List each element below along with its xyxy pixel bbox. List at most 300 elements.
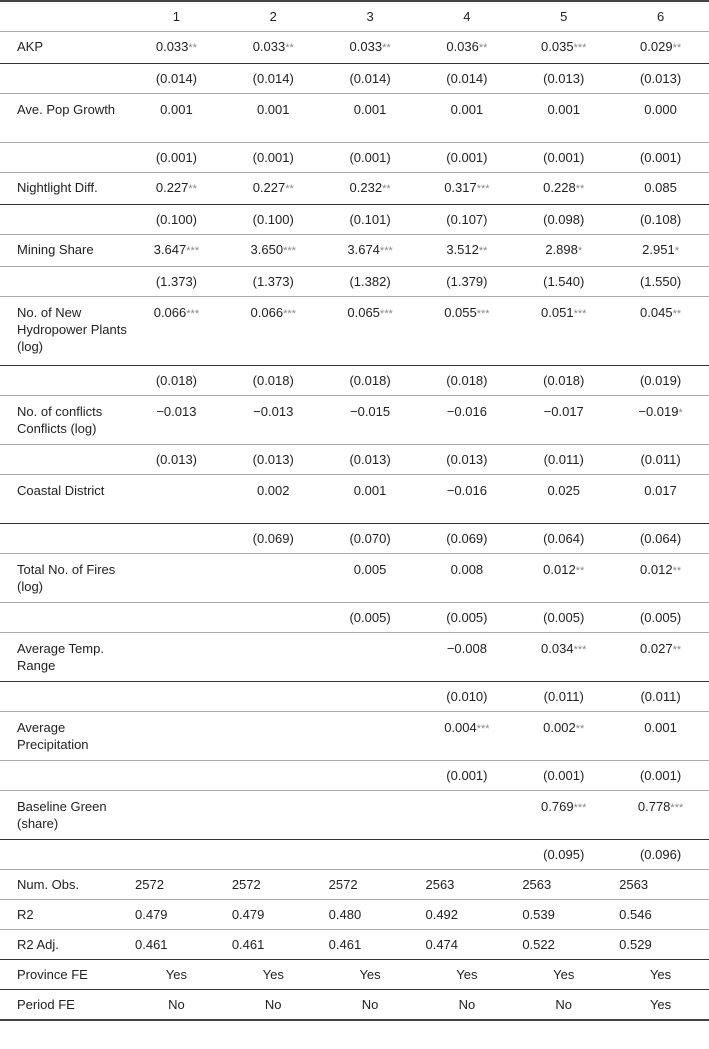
significance-stars: ** — [575, 183, 585, 195]
coefficient-cell — [322, 32, 419, 64]
coefficient-cell — [225, 475, 322, 524]
coefficient-cell — [128, 712, 225, 761]
stat-value: 0.480 — [322, 900, 419, 930]
standard-error-cell: (0.001) — [612, 761, 709, 791]
coefficient-value: 0.066 — [250, 305, 284, 320]
standard-error-cell: (0.001) — [418, 761, 515, 791]
standard-error-row — [0, 366, 709, 396]
coefficient-row — [0, 297, 709, 366]
coefficient-cell — [515, 396, 612, 445]
fe-value: Yes — [612, 990, 709, 1021]
fe-value: Yes — [418, 960, 515, 990]
standard-error-cell — [225, 761, 322, 791]
fe-value: No — [515, 990, 612, 1021]
significance-stars: ** — [285, 183, 294, 195]
standard-error-cell: (0.014) — [418, 64, 515, 94]
significance-stars: *** — [476, 308, 490, 320]
stat-value: 2572 — [322, 870, 419, 900]
coefficient-value: 3.650 — [250, 242, 284, 257]
coefficient-value: 0.227 — [252, 180, 286, 195]
stat-row — [0, 870, 709, 900]
coefficient-row — [0, 396, 709, 445]
coefficient-cell — [612, 791, 709, 840]
fe-value: No — [322, 990, 419, 1021]
stat-value: 2563 — [418, 870, 515, 900]
coefficient-cell — [612, 554, 709, 603]
variable-label: Average Precipitation — [0, 712, 128, 761]
standard-error-cell: (0.100) — [128, 205, 225, 235]
coefficient-cell — [128, 633, 225, 682]
coefficient-value: −0.016 — [446, 404, 487, 419]
standard-error-cell: (0.018) — [225, 366, 322, 396]
coefficient-value: −0.019 — [638, 404, 679, 419]
standard-error-cell: (1.373) — [225, 267, 322, 297]
coefficient-cell — [322, 396, 419, 445]
fixed-effect-row — [0, 960, 709, 990]
standard-error-row — [0, 682, 709, 712]
coefficient-value: 0.035 — [541, 39, 574, 54]
coefficient-value: 3.512 — [446, 242, 479, 257]
stat-value: 0.529 — [612, 930, 709, 960]
fe-value: No — [418, 990, 515, 1021]
stat-value: 0.461 — [128, 930, 225, 960]
table-body — [0, 1, 709, 1020]
se-blank — [0, 603, 128, 633]
coefficient-value: 0.001 — [644, 720, 677, 735]
standard-error-cell: (0.013) — [128, 445, 225, 475]
significance-stars: ** — [382, 183, 391, 195]
se-blank — [0, 445, 128, 475]
coefficient-value: 0.033 — [155, 39, 189, 54]
coefficient-cell — [128, 173, 225, 205]
coefficient-cell — [612, 235, 709, 267]
standard-error-cell — [225, 603, 322, 633]
coefficient-cell — [225, 94, 322, 143]
coefficient-value: 0.000 — [644, 102, 677, 117]
standard-error-cell: (0.069) — [225, 524, 322, 554]
standard-error-cell: (0.014) — [225, 64, 322, 94]
variable-label: No. of conflicts Conflicts (log) — [0, 396, 128, 445]
coefficient-value: 0.769 — [541, 799, 574, 814]
coefficient-cell — [515, 32, 612, 64]
significance-stars: * — [577, 245, 583, 257]
coefficient-cell — [418, 235, 515, 267]
fe-label: Period FE — [0, 990, 128, 1021]
stat-value: 0.461 — [225, 930, 322, 960]
coefficient-cell — [418, 297, 515, 366]
standard-error-cell: (0.018) — [515, 366, 612, 396]
column-header: 5 — [515, 1, 612, 32]
coefficient-cell — [515, 235, 612, 267]
coefficient-row — [0, 791, 709, 840]
standard-error-cell — [128, 682, 225, 712]
significance-stars: *** — [283, 308, 296, 320]
significance-stars: ** — [672, 644, 682, 656]
standard-error-cell: (0.001) — [322, 143, 419, 173]
standard-error-cell: (0.107) — [418, 205, 515, 235]
standard-error-cell — [225, 682, 322, 712]
coefficient-row — [0, 712, 709, 761]
coefficient-row — [0, 94, 709, 143]
column-header: 1 — [128, 1, 225, 32]
coefficient-value: 0.001 — [547, 102, 580, 117]
significance-stars: ** — [575, 723, 585, 735]
standard-error-row — [0, 840, 709, 870]
se-blank — [0, 840, 128, 870]
column-header: 6 — [612, 1, 709, 32]
standard-error-cell: (0.010) — [418, 682, 515, 712]
standard-error-cell: (0.064) — [515, 524, 612, 554]
stat-value: 2572 — [128, 870, 225, 900]
coefficient-cell — [225, 396, 322, 445]
coefficient-cell — [515, 297, 612, 366]
coefficient-cell — [612, 297, 709, 366]
standard-error-row — [0, 603, 709, 633]
standard-error-cell — [322, 682, 419, 712]
standard-error-cell: (0.070) — [322, 524, 419, 554]
stat-value: 0.522 — [515, 930, 612, 960]
standard-error-cell: (0.001) — [225, 143, 322, 173]
standard-error-cell: (0.013) — [612, 64, 709, 94]
coefficient-value: 2.898 — [545, 242, 578, 257]
significance-stars: ** — [188, 42, 197, 54]
standard-error-cell — [128, 840, 225, 870]
standard-error-cell: (0.096) — [612, 840, 709, 870]
coefficient-value: 0.778 — [637, 799, 671, 814]
coefficient-cell — [418, 475, 515, 524]
significance-stars: *** — [379, 308, 393, 320]
standard-error-cell: (0.069) — [418, 524, 515, 554]
coefficient-cell — [128, 396, 225, 445]
standard-error-cell: (1.540) — [515, 267, 612, 297]
standard-error-cell: (0.001) — [128, 143, 225, 173]
standard-error-cell: (0.005) — [418, 603, 515, 633]
standard-error-cell — [128, 761, 225, 791]
coefficient-value: 0.012 — [543, 562, 576, 577]
coefficient-value: 0.232 — [349, 180, 383, 195]
stat-value: 0.479 — [225, 900, 322, 930]
coefficient-cell — [128, 475, 225, 524]
standard-error-cell — [128, 603, 225, 633]
coefficient-cell — [128, 235, 225, 267]
coefficient-row — [0, 235, 709, 267]
coefficient-cell — [128, 32, 225, 64]
significance-stars: *** — [379, 245, 393, 257]
coefficient-cell — [225, 297, 322, 366]
coefficient-cell — [225, 791, 322, 840]
standard-error-cell: (0.100) — [225, 205, 322, 235]
standard-error-row — [0, 267, 709, 297]
variable-label: Total No. of Fires (log) — [0, 554, 128, 603]
coefficient-cell — [418, 791, 515, 840]
coefficient-cell — [418, 32, 515, 64]
fe-value: Yes — [515, 960, 612, 990]
coefficient-cell — [515, 633, 612, 682]
variable-label: Nightlight Diff. — [0, 173, 128, 205]
coefficient-cell — [322, 297, 419, 366]
standard-error-cell: (0.001) — [612, 143, 709, 173]
standard-error-cell — [128, 524, 225, 554]
coefficient-value: 0.317 — [444, 180, 477, 195]
header-blank — [0, 1, 128, 32]
significance-stars: *** — [186, 245, 200, 257]
coefficient-value: 3.674 — [347, 242, 380, 257]
coefficient-value: 0.002 — [543, 720, 576, 735]
standard-error-cell — [322, 840, 419, 870]
stat-value: 0.461 — [322, 930, 419, 960]
coefficient-cell — [418, 633, 515, 682]
significance-stars: ** — [672, 42, 682, 54]
coefficient-value: 0.051 — [541, 305, 574, 320]
standard-error-cell: (0.001) — [418, 143, 515, 173]
significance-stars: ** — [478, 245, 488, 257]
standard-error-row — [0, 445, 709, 475]
standard-error-cell — [225, 840, 322, 870]
coefficient-cell — [418, 712, 515, 761]
header-row — [0, 1, 709, 32]
coefficient-value: −0.013 — [156, 404, 197, 419]
coefficient-value: 0.228 — [543, 180, 576, 195]
coefficient-cell — [322, 633, 419, 682]
coefficient-value: 0.065 — [347, 305, 380, 320]
coefficient-value: 0.034 — [541, 641, 574, 656]
stat-value: 0.479 — [128, 900, 225, 930]
coefficient-value: 0.017 — [644, 483, 677, 498]
stat-row — [0, 930, 709, 960]
stat-value: 2563 — [612, 870, 709, 900]
significance-stars: *** — [186, 308, 200, 320]
standard-error-cell: (0.001) — [515, 143, 612, 173]
se-blank — [0, 143, 128, 173]
stat-row — [0, 900, 709, 930]
significance-stars: *** — [283, 245, 296, 257]
coefficient-cell — [322, 475, 419, 524]
coefficient-row — [0, 554, 709, 603]
standard-error-row — [0, 64, 709, 94]
coefficient-cell — [322, 554, 419, 603]
fe-value: No — [128, 990, 225, 1021]
fe-value: Yes — [128, 960, 225, 990]
variable-label: No. of New Hydropower Plants (log) — [0, 297, 128, 366]
significance-stars: ** — [478, 42, 488, 54]
fixed-effect-row — [0, 990, 709, 1021]
coefficient-cell — [225, 235, 322, 267]
variable-label: Baseline Green (share) — [0, 791, 128, 840]
se-blank — [0, 761, 128, 791]
stat-value: 2572 — [225, 870, 322, 900]
standard-error-cell: (0.095) — [515, 840, 612, 870]
coefficient-value: −0.016 — [446, 483, 487, 498]
coefficient-cell — [515, 475, 612, 524]
se-blank — [0, 524, 128, 554]
fe-label: Province FE — [0, 960, 128, 990]
standard-error-cell: (0.098) — [515, 205, 612, 235]
coefficient-cell — [418, 396, 515, 445]
coefficient-value: 0.055 — [444, 305, 477, 320]
standard-error-cell: (1.373) — [128, 267, 225, 297]
coefficient-row — [0, 173, 709, 205]
coefficient-cell — [515, 791, 612, 840]
standard-error-cell: (0.064) — [612, 524, 709, 554]
standard-error-cell: (0.005) — [612, 603, 709, 633]
coefficient-cell — [225, 554, 322, 603]
significance-stars: ** — [382, 42, 391, 54]
significance-stars: * — [674, 245, 679, 257]
coefficient-value: 0.085 — [644, 180, 677, 195]
standard-error-cell: (1.379) — [418, 267, 515, 297]
coefficient-row — [0, 475, 709, 524]
coefficient-value: 0.004 — [444, 720, 477, 735]
stat-value: 0.539 — [515, 900, 612, 930]
standard-error-cell: (0.018) — [128, 366, 225, 396]
coefficient-cell — [322, 712, 419, 761]
coefficient-value: 0.005 — [353, 562, 387, 577]
coefficient-value: 0.025 — [547, 483, 580, 498]
coefficient-value: 0.029 — [640, 39, 673, 54]
standard-error-cell: (0.019) — [612, 366, 709, 396]
coefficient-cell — [225, 633, 322, 682]
standard-error-cell: (1.382) — [322, 267, 419, 297]
standard-error-cell: (0.018) — [322, 366, 419, 396]
significance-stars: *** — [573, 42, 587, 54]
standard-error-cell: (0.013) — [418, 445, 515, 475]
fe-value: Yes — [322, 960, 419, 990]
coefficient-value: 0.027 — [640, 641, 673, 656]
coefficient-value: 0.066 — [153, 305, 187, 320]
coefficient-cell — [612, 396, 709, 445]
coefficient-cell — [515, 554, 612, 603]
se-blank — [0, 267, 128, 297]
coefficient-cell — [225, 173, 322, 205]
stat-value: 0.492 — [418, 900, 515, 930]
coefficient-value: −0.015 — [350, 404, 391, 419]
coefficient-row — [0, 633, 709, 682]
coefficient-cell — [418, 94, 515, 143]
coefficient-value: 0.001 — [160, 102, 193, 117]
significance-stars: ** — [575, 565, 585, 577]
standard-error-row — [0, 143, 709, 173]
coefficient-value: 0.227 — [155, 180, 189, 195]
column-header: 3 — [322, 1, 419, 32]
standard-error-cell: (0.005) — [322, 603, 419, 633]
stat-label: R2 Adj. — [0, 930, 128, 960]
stat-value: 0.546 — [612, 900, 709, 930]
se-blank — [0, 205, 128, 235]
coefficient-value: 0.002 — [256, 483, 290, 498]
standard-error-cell: (0.018) — [418, 366, 515, 396]
coefficient-cell — [128, 297, 225, 366]
standard-error-cell: (0.108) — [612, 205, 709, 235]
coefficient-cell — [515, 94, 612, 143]
coefficient-cell — [128, 554, 225, 603]
standard-error-row — [0, 761, 709, 791]
coefficient-value: 2.951 — [642, 242, 675, 257]
coefficient-value: 0.036 — [446, 39, 479, 54]
variable-label: Average Temp. Range — [0, 633, 128, 682]
coefficient-value: 0.045 — [640, 305, 673, 320]
significance-stars: ** — [285, 42, 294, 54]
significance-stars: *** — [573, 802, 587, 814]
stat-label: R2 — [0, 900, 128, 930]
significance-stars: *** — [476, 723, 490, 735]
standard-error-cell: (0.101) — [322, 205, 419, 235]
variable-label: Ave. Pop Growth — [0, 94, 128, 143]
column-header: 2 — [225, 1, 322, 32]
standard-error-row — [0, 524, 709, 554]
coefficient-cell — [612, 712, 709, 761]
coefficient-cell — [612, 475, 709, 524]
coefficient-cell — [322, 791, 419, 840]
fe-value: Yes — [612, 960, 709, 990]
coefficient-cell — [128, 94, 225, 143]
significance-stars: *** — [670, 802, 684, 814]
standard-error-cell: (0.014) — [128, 64, 225, 94]
standard-error-cell: (0.013) — [515, 64, 612, 94]
coefficient-row — [0, 32, 709, 64]
significance-stars: *** — [573, 308, 587, 320]
coefficient-value: 0.033 — [349, 39, 383, 54]
coefficient-cell — [612, 94, 709, 143]
variable-label: AKP — [0, 32, 128, 64]
coefficient-value: 0.033 — [252, 39, 286, 54]
fe-value: No — [225, 990, 322, 1021]
standard-error-cell: (0.014) — [322, 64, 419, 94]
coefficient-cell — [515, 173, 612, 205]
coefficient-cell — [128, 791, 225, 840]
se-blank — [0, 682, 128, 712]
coefficient-value: 0.001 — [256, 102, 290, 117]
coefficient-value: 0.008 — [450, 562, 484, 577]
standard-error-cell — [418, 840, 515, 870]
coefficient-cell — [612, 32, 709, 64]
coefficient-cell — [515, 712, 612, 761]
significance-stars: * — [678, 407, 683, 419]
coefficient-cell — [322, 235, 419, 267]
coefficient-cell — [418, 554, 515, 603]
coefficient-cell — [418, 173, 515, 205]
standard-error-cell: (0.011) — [515, 682, 612, 712]
significance-stars: ** — [672, 565, 682, 577]
coefficient-value: −0.013 — [253, 404, 294, 419]
standard-error-cell: (0.011) — [515, 445, 612, 475]
standard-error-cell: (1.550) — [612, 267, 709, 297]
significance-stars: ** — [672, 308, 682, 320]
standard-error-row — [0, 205, 709, 235]
coefficient-value: −0.008 — [446, 641, 487, 656]
coefficient-value: 0.012 — [640, 562, 673, 577]
coefficient-cell — [612, 633, 709, 682]
standard-error-cell: (0.011) — [612, 445, 709, 475]
se-blank — [0, 366, 128, 396]
coefficient-cell — [225, 32, 322, 64]
coefficient-cell — [612, 173, 709, 205]
coefficient-value: −0.017 — [543, 404, 584, 419]
standard-error-cell: (0.013) — [322, 445, 419, 475]
standard-error-cell: (0.013) — [225, 445, 322, 475]
coefficient-value: 0.001 — [353, 102, 387, 117]
coefficient-value: 0.001 — [450, 102, 484, 117]
stat-value: 0.474 — [418, 930, 515, 960]
fe-value: Yes — [225, 960, 322, 990]
stat-label: Num. Obs. — [0, 870, 128, 900]
significance-stars: ** — [188, 183, 197, 195]
significance-stars: *** — [476, 183, 490, 195]
standard-error-cell: (0.001) — [515, 761, 612, 791]
coefficient-value: 3.647 — [153, 242, 187, 257]
significance-stars: *** — [573, 644, 587, 656]
coefficient-cell — [322, 173, 419, 205]
coefficient-cell — [322, 94, 419, 143]
